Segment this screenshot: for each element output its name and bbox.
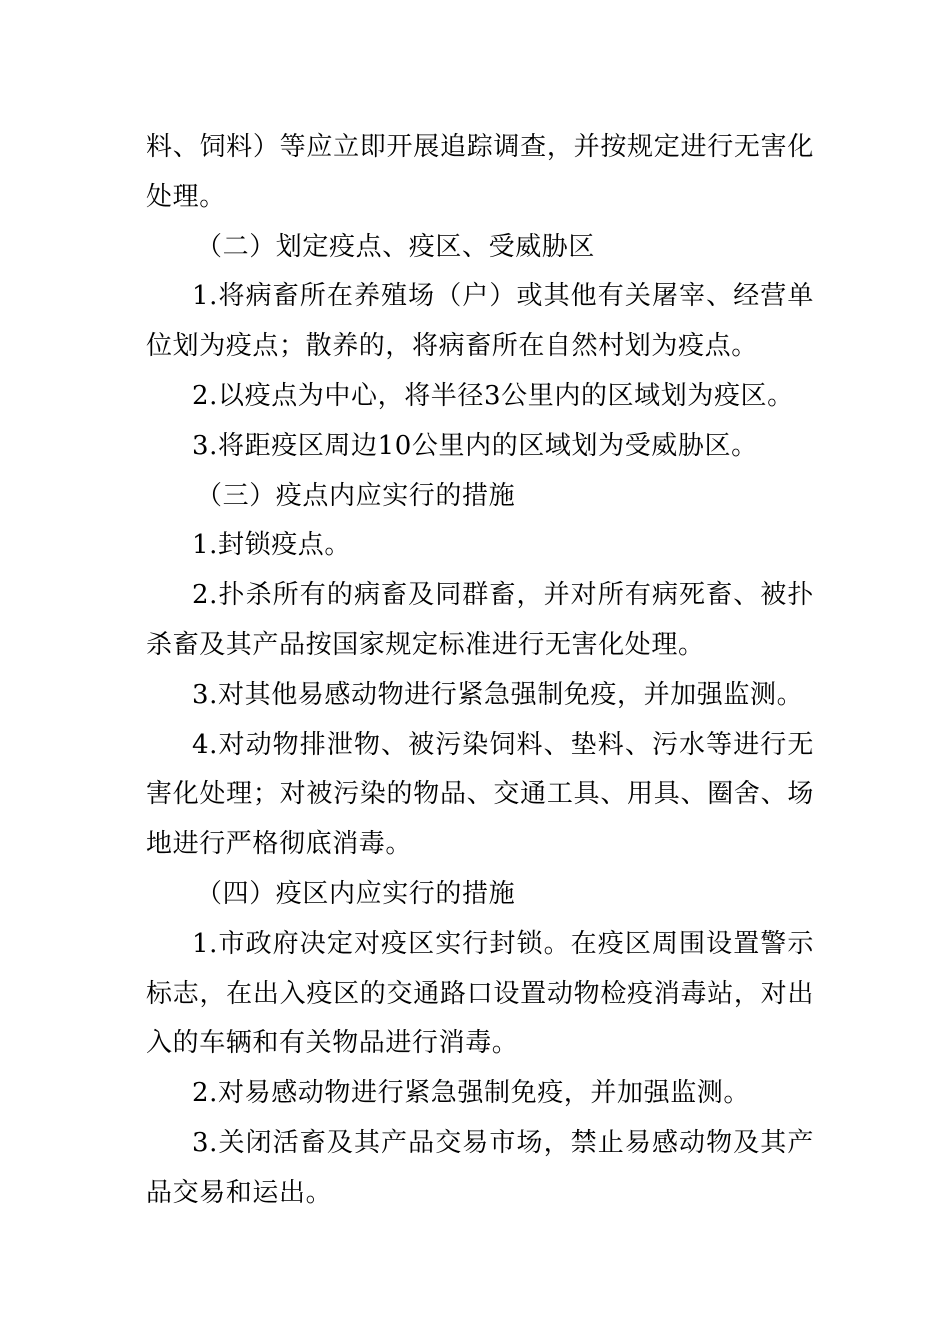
document-body bbox=[146, 123, 814, 1219]
list-item-3-2: 2.扑杀所有的病畜及同群畜，并对所有病死畜、被扑杀畜及其产品按国家规定标准进行无害化处理。 bbox=[146, 580, 814, 660]
list-item-2-3: 3.将距疫区周边10公里内的区域划为受威胁区。 bbox=[192, 430, 758, 461]
list-item-4-2: 2.对易感动物进行紧急强制免疫，并加强监测。 bbox=[192, 1078, 751, 1109]
list-item-4-1: 1.市政府决定对疫区实行封锁。在疫区周围设置警示标志，在出入疫区的交通路口设置动物检疫消毒站，对出入的车辆和有关物品进行消毒。 bbox=[146, 928, 814, 1059]
list-item-2-1: 1.将病畜所在养殖场（户）或其他有关屠宰、经营单位划为疫点；散养的，将病畜所在自然村划为疫点。 bbox=[146, 281, 814, 362]
list-item-4-3: 3.关闭活畜及其产品交易市场，禁止易感动物及其产品交易和运出。 bbox=[146, 1127, 814, 1208]
section-heading-2: （二）划定疫点、疫区、受威胁区 bbox=[196, 231, 596, 262]
list-item-2-2: 2.以疫点为中心，将半径3公里内的区域划为疫区。 bbox=[192, 380, 794, 411]
list-item-3-3: 3.对其他易感动物进行紧急强制免疫，并加强监测。 bbox=[192, 679, 804, 710]
list-item-3-4: 4.对动物排泄物、被污染饲料、垫料、污水等进行无害化处理；对被污染的物品、交通工具、用具、圈舍、场地进行严格彻底消毒。 bbox=[146, 729, 814, 860]
paragraph-continuation: 料、饲料）等应立即开展追踪调查，并按规定进行无害化处理。 bbox=[146, 132, 814, 212]
section-heading-3: （三）疫点内应实行的措施 bbox=[196, 480, 516, 511]
section-heading-4: （四）疫区内应实行的措施 bbox=[196, 878, 516, 909]
list-item-3-1: 1.封锁疫点。 bbox=[192, 530, 352, 561]
